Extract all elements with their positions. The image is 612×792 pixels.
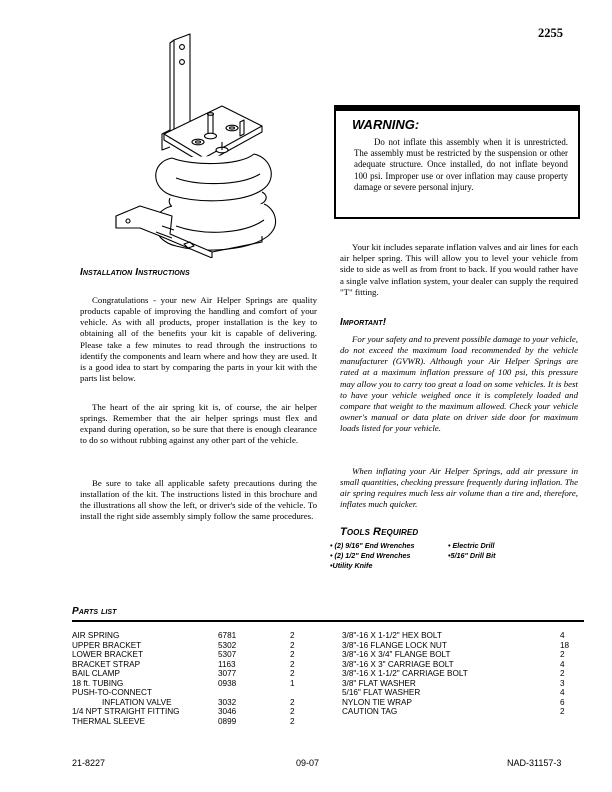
part-row (342, 707, 582, 717)
part-number: 3032 (218, 697, 237, 707)
part-number: 3077 (218, 669, 237, 678)
tool-item: •Utility Knife (330, 561, 373, 570)
tools-list (330, 541, 590, 571)
page-number: 2255 (538, 26, 563, 40)
installation-paragraph-2: The heart of the air spring kit is, of course, the air helper springs. Remember that the air helper springs must flex and expand during operation, so be sure that there is enough clearance to do so without rubbing against any other part of the vehicle. (80, 402, 317, 446)
part-number: 5302 (218, 640, 237, 650)
part-name: LOWER BRACKET (72, 650, 143, 659)
tools-row (330, 561, 590, 571)
part-row (342, 660, 582, 670)
footer-date: 09-07 (296, 758, 320, 768)
parts-table-right (342, 631, 582, 717)
part-qty: 2 (560, 650, 565, 659)
parts-table-left (72, 631, 327, 726)
installation-instructions-heading: Installation Instructions (80, 267, 190, 278)
part-name: BRACKET STRAP (72, 659, 141, 669)
part-name: UPPER BRACKET (72, 640, 142, 650)
warning-title: WARNING: (352, 117, 420, 132)
part-qty: 2 (290, 697, 295, 707)
part-name: 3/8"-16 X 1-1/2" HEX BOLT (342, 631, 442, 640)
part-name: 1/4 NPT STRAIGHT FITTING (72, 707, 180, 716)
part-qty: 2 (290, 631, 295, 640)
part-row (342, 641, 582, 651)
tool-item: •5/16" Drill Bit (448, 551, 496, 560)
part-qty: 4 (560, 688, 565, 697)
part-row (342, 688, 582, 698)
tools-required-heading: Tools Required (340, 526, 419, 538)
part-qty: 2 (290, 707, 295, 716)
part-qty: 4 (560, 659, 565, 669)
important-paragraph-1: For your safety and to prevent possible damage to your vehicle, do not exceed the maximum load recommended by the vehicle manufacturer (GVWR). Although your Air Helper Springs are rated at a maximum inflation pressure of 100 psi, this pressure may allow you to carry too great a load on some vehicles. It is best to have your vehicle weighed once it is completely loaded and compare that weight to the maximum allowed. Check your vehicle owner's manual or data plate on driver side door for maximum loads listed for your vehicle. (340, 334, 578, 434)
part-qty: 2 (290, 716, 295, 726)
part-row (72, 679, 327, 689)
part-qty: 2 (290, 640, 295, 650)
part-qty: 3 (560, 678, 565, 688)
part-row (72, 717, 327, 727)
part-qty: 2 (560, 707, 565, 716)
part-number: 1163 (218, 659, 236, 669)
part-qty (290, 688, 310, 698)
part-row (72, 669, 327, 679)
part-name: 5/16" FLAT WASHER (342, 688, 421, 697)
part-name: 3/8"-16 X 3" CARRIAGE BOLT (342, 659, 454, 669)
installation-paragraph-3: Be sure to take all applicable safety precautions during the installation of the kit. The instructions listed in this brochure and the illustrations all show the left, or driver's side of the vehicle. To install the right side assembly simply follow the same procedures. (80, 478, 317, 522)
tool-item: • (2) 9/16" End Wrenches (330, 541, 415, 550)
part-number: 6781 (218, 631, 237, 640)
warning-box (334, 105, 580, 219)
part-row (342, 650, 582, 660)
part-name: 3/8"-16 X 1-1/2" CARRIAGE BOLT (342, 669, 468, 678)
part-name: PUSH-TO-CONNECT (72, 688, 152, 697)
part-name: NYLON TIE WRAP (342, 697, 412, 707)
footer-part-code: NAD-31157-3 (507, 758, 562, 768)
part-qty: 2 (560, 669, 565, 678)
part-row (342, 631, 582, 641)
part-name: AIR SPRING (72, 631, 120, 640)
part-qty: 2 (290, 669, 295, 678)
part-name: 3/8"-16 X 3/4" FLANGE BOLT (342, 650, 451, 659)
part-qty: 2 (290, 650, 295, 659)
footer-document-number: 21-8227 (72, 758, 106, 768)
tool-item: • Electric Drill (448, 541, 495, 550)
part-number: 5307 (218, 650, 237, 659)
part-row (72, 660, 327, 670)
part-name: 3/8"-16 FLANGE LOCK NUT (342, 640, 447, 650)
tool-item: • (2) 1/2" End Wrenches (330, 551, 411, 560)
part-name: 18 ft. TUBING (72, 678, 124, 688)
part-qty: 2 (290, 659, 295, 669)
part-qty: 6 (560, 697, 565, 707)
part-row (342, 669, 582, 679)
part-name: CAUTION TAG (342, 707, 398, 716)
part-row (72, 707, 327, 717)
part-row (72, 650, 327, 660)
part-number: 0899 (218, 716, 237, 726)
warning-body: Do not inflate this assembly when it is unrestricted. The assembly must be restricted by the suspension or other adequate structure. Once installed, do not inflate beyond 100 psi. Improper use or over inflation may cause property damage or severe personal injury. (354, 137, 568, 192)
installation-paragraph-1: Congratulations - your new Air Helper Springs are quality products capable of improving the handling and comfort of your vehicle. As with all products, proper installation is the key to obtaining all of the benefits your kit is capable of delivering. Please take a few minutes to read through the instructions to identify the components and learn where and how they are used. It is a good idea to start by comparing the parts in your kit with the parts list below. (80, 295, 317, 384)
important-paragraph-2: When inflating your Air Helper Springs, add air pressure in small quantities, checking pressure frequently during inflation. The air spring requires much less air volume than a tire and, therefore, inflates much quicker. (340, 466, 578, 510)
air-spring-assembly-illustration (112, 30, 297, 258)
parts-list-heading: Parts list (72, 606, 117, 617)
part-row (72, 641, 327, 651)
tools-row (330, 551, 590, 561)
part-name: THERMAL SLEEVE (72, 716, 145, 726)
parts-list-divider (72, 620, 584, 622)
part-qty: 4 (560, 631, 565, 640)
part-row (342, 698, 582, 708)
part-qty: 1 (290, 678, 295, 688)
part-row (72, 698, 327, 708)
part-row (72, 631, 327, 641)
part-name: INFLATION VALVE (102, 697, 172, 707)
tools-row (330, 541, 590, 551)
part-row (342, 679, 582, 689)
important-heading: Important! (340, 317, 387, 328)
part-name: 3/8" FLAT WASHER (342, 678, 416, 688)
part-number: 0938 (218, 678, 237, 688)
part-qty: 18 (560, 640, 570, 650)
part-number (218, 688, 290, 698)
part-name: BAIL CLAMP (72, 669, 120, 678)
inflation-valve-note: Your kit includes separate inflation valves and air lines for each air helper spring. This will allow you to level your vehicle from side to side as well as from front to back. If you would rather have a single valve inflation system, your dealer can supply the required "T" fitting. (340, 242, 578, 297)
part-row (72, 688, 327, 698)
part-number: 3046 (218, 707, 237, 716)
